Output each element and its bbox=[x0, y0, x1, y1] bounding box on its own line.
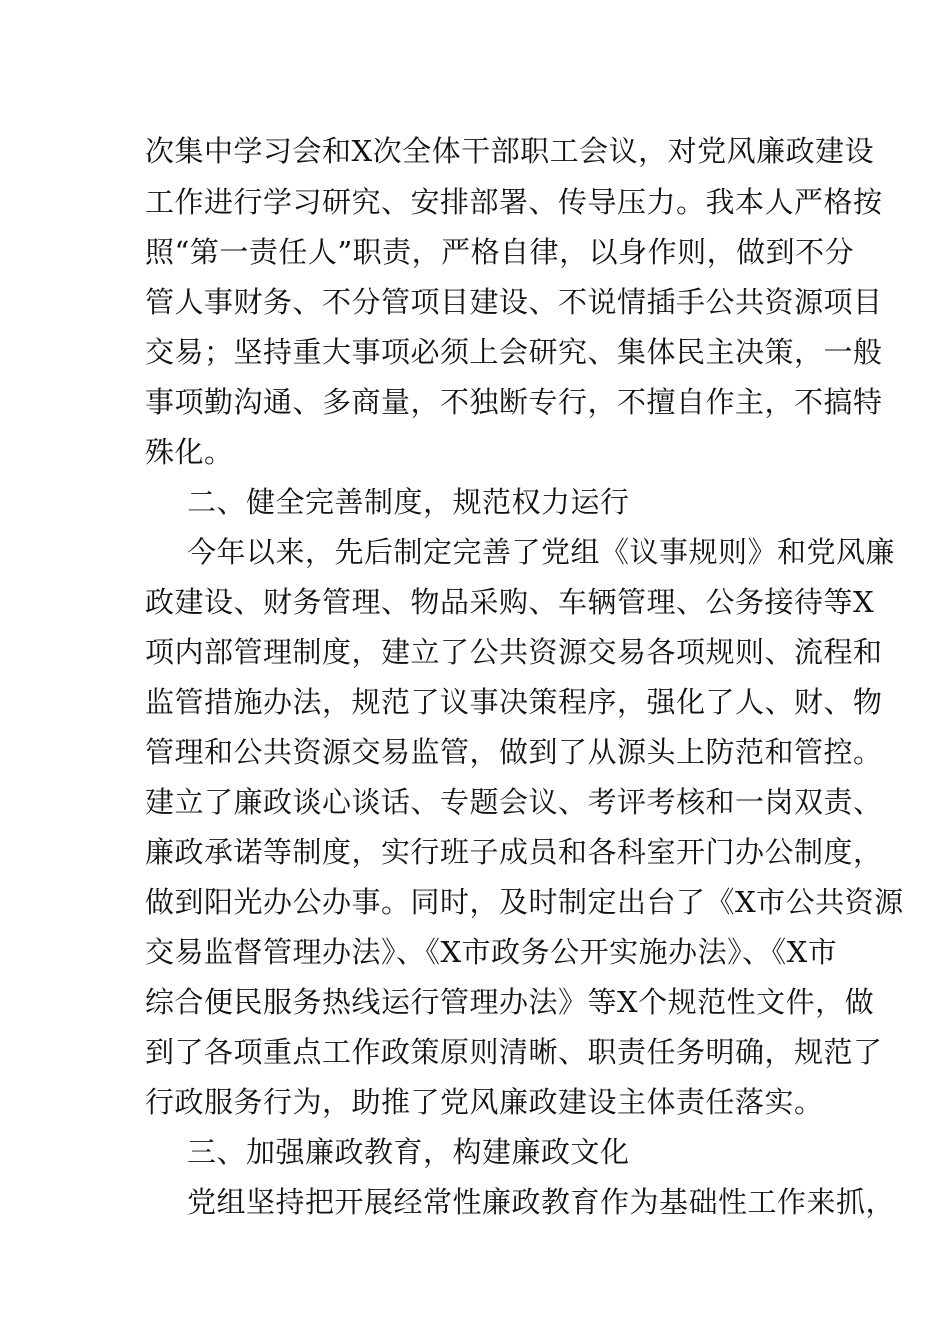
text-line: 廉政承诺等制度，实行班子成员和各科室开门办公制度， bbox=[145, 835, 883, 869]
section-heading: 二、健全完善制度，规范权力运行 bbox=[187, 485, 630, 519]
text-line: 监管措施办法，规范了议事决策程序，强化了人、财、物 bbox=[145, 685, 883, 719]
section-heading: 三、加强廉政教育，构建廉政文化 bbox=[187, 1135, 630, 1169]
text-line: 综合便民服务热线运行管理办法》等X个规范性文件，做 bbox=[145, 985, 875, 1019]
text-line: 项内部管理制度，建立了公共资源交易各项规则、流程和 bbox=[145, 635, 883, 669]
text-line: 今年以来，先后制定完善了党组《议事规则》和党风廉 bbox=[187, 535, 896, 569]
text-line: 交易；坚持重大事项必须上会研究、集体民主决策，一般 bbox=[145, 335, 883, 369]
text-line: 次集中学习会和X次全体干部职工会议，对党风廉政建设 bbox=[145, 134, 875, 168]
text-line: 党组坚持把开展经常性廉政教育作为基础性工作来抓， bbox=[187, 1185, 896, 1219]
text-line: 管理和公共资源交易监管，做到了从源头上防范和管控。 bbox=[145, 735, 883, 769]
text-line: 到了各项重点工作政策原则清晰、职责任务明确，规范了 bbox=[145, 1035, 883, 1069]
text-line: 照“第一责任人”职责，严格自律，以身作则，做到不分 bbox=[145, 235, 855, 269]
text-line: 交易监督管理办法》、《X市政务公开实施办法》、《X市 bbox=[145, 935, 838, 969]
text-line: 政建设、财务管理、物品采购、车辆管理、公务接待等X bbox=[145, 585, 875, 619]
text-line: 事项勤沟通、多商量，不独断专行，不擅自作主，不搞特 bbox=[145, 385, 883, 419]
text-line: 建立了廉政谈心谈话、专题会议、考评考核和一岗双责、 bbox=[145, 785, 883, 819]
text-line: 殊化。 bbox=[145, 435, 234, 469]
text-line: 做到阳光办公办事。同时，及时制定出台了《X市公共资源 bbox=[145, 885, 904, 919]
text-line: 管人事财务、不分管项目建设、不说情插手公共资源项目 bbox=[145, 285, 883, 319]
text-line: 行政服务行为，助推了党风廉政建设主体责任落实。 bbox=[145, 1085, 824, 1119]
text-line: 工作进行学习研究、安排部署、传导压力。我本人严格按 bbox=[145, 185, 883, 219]
